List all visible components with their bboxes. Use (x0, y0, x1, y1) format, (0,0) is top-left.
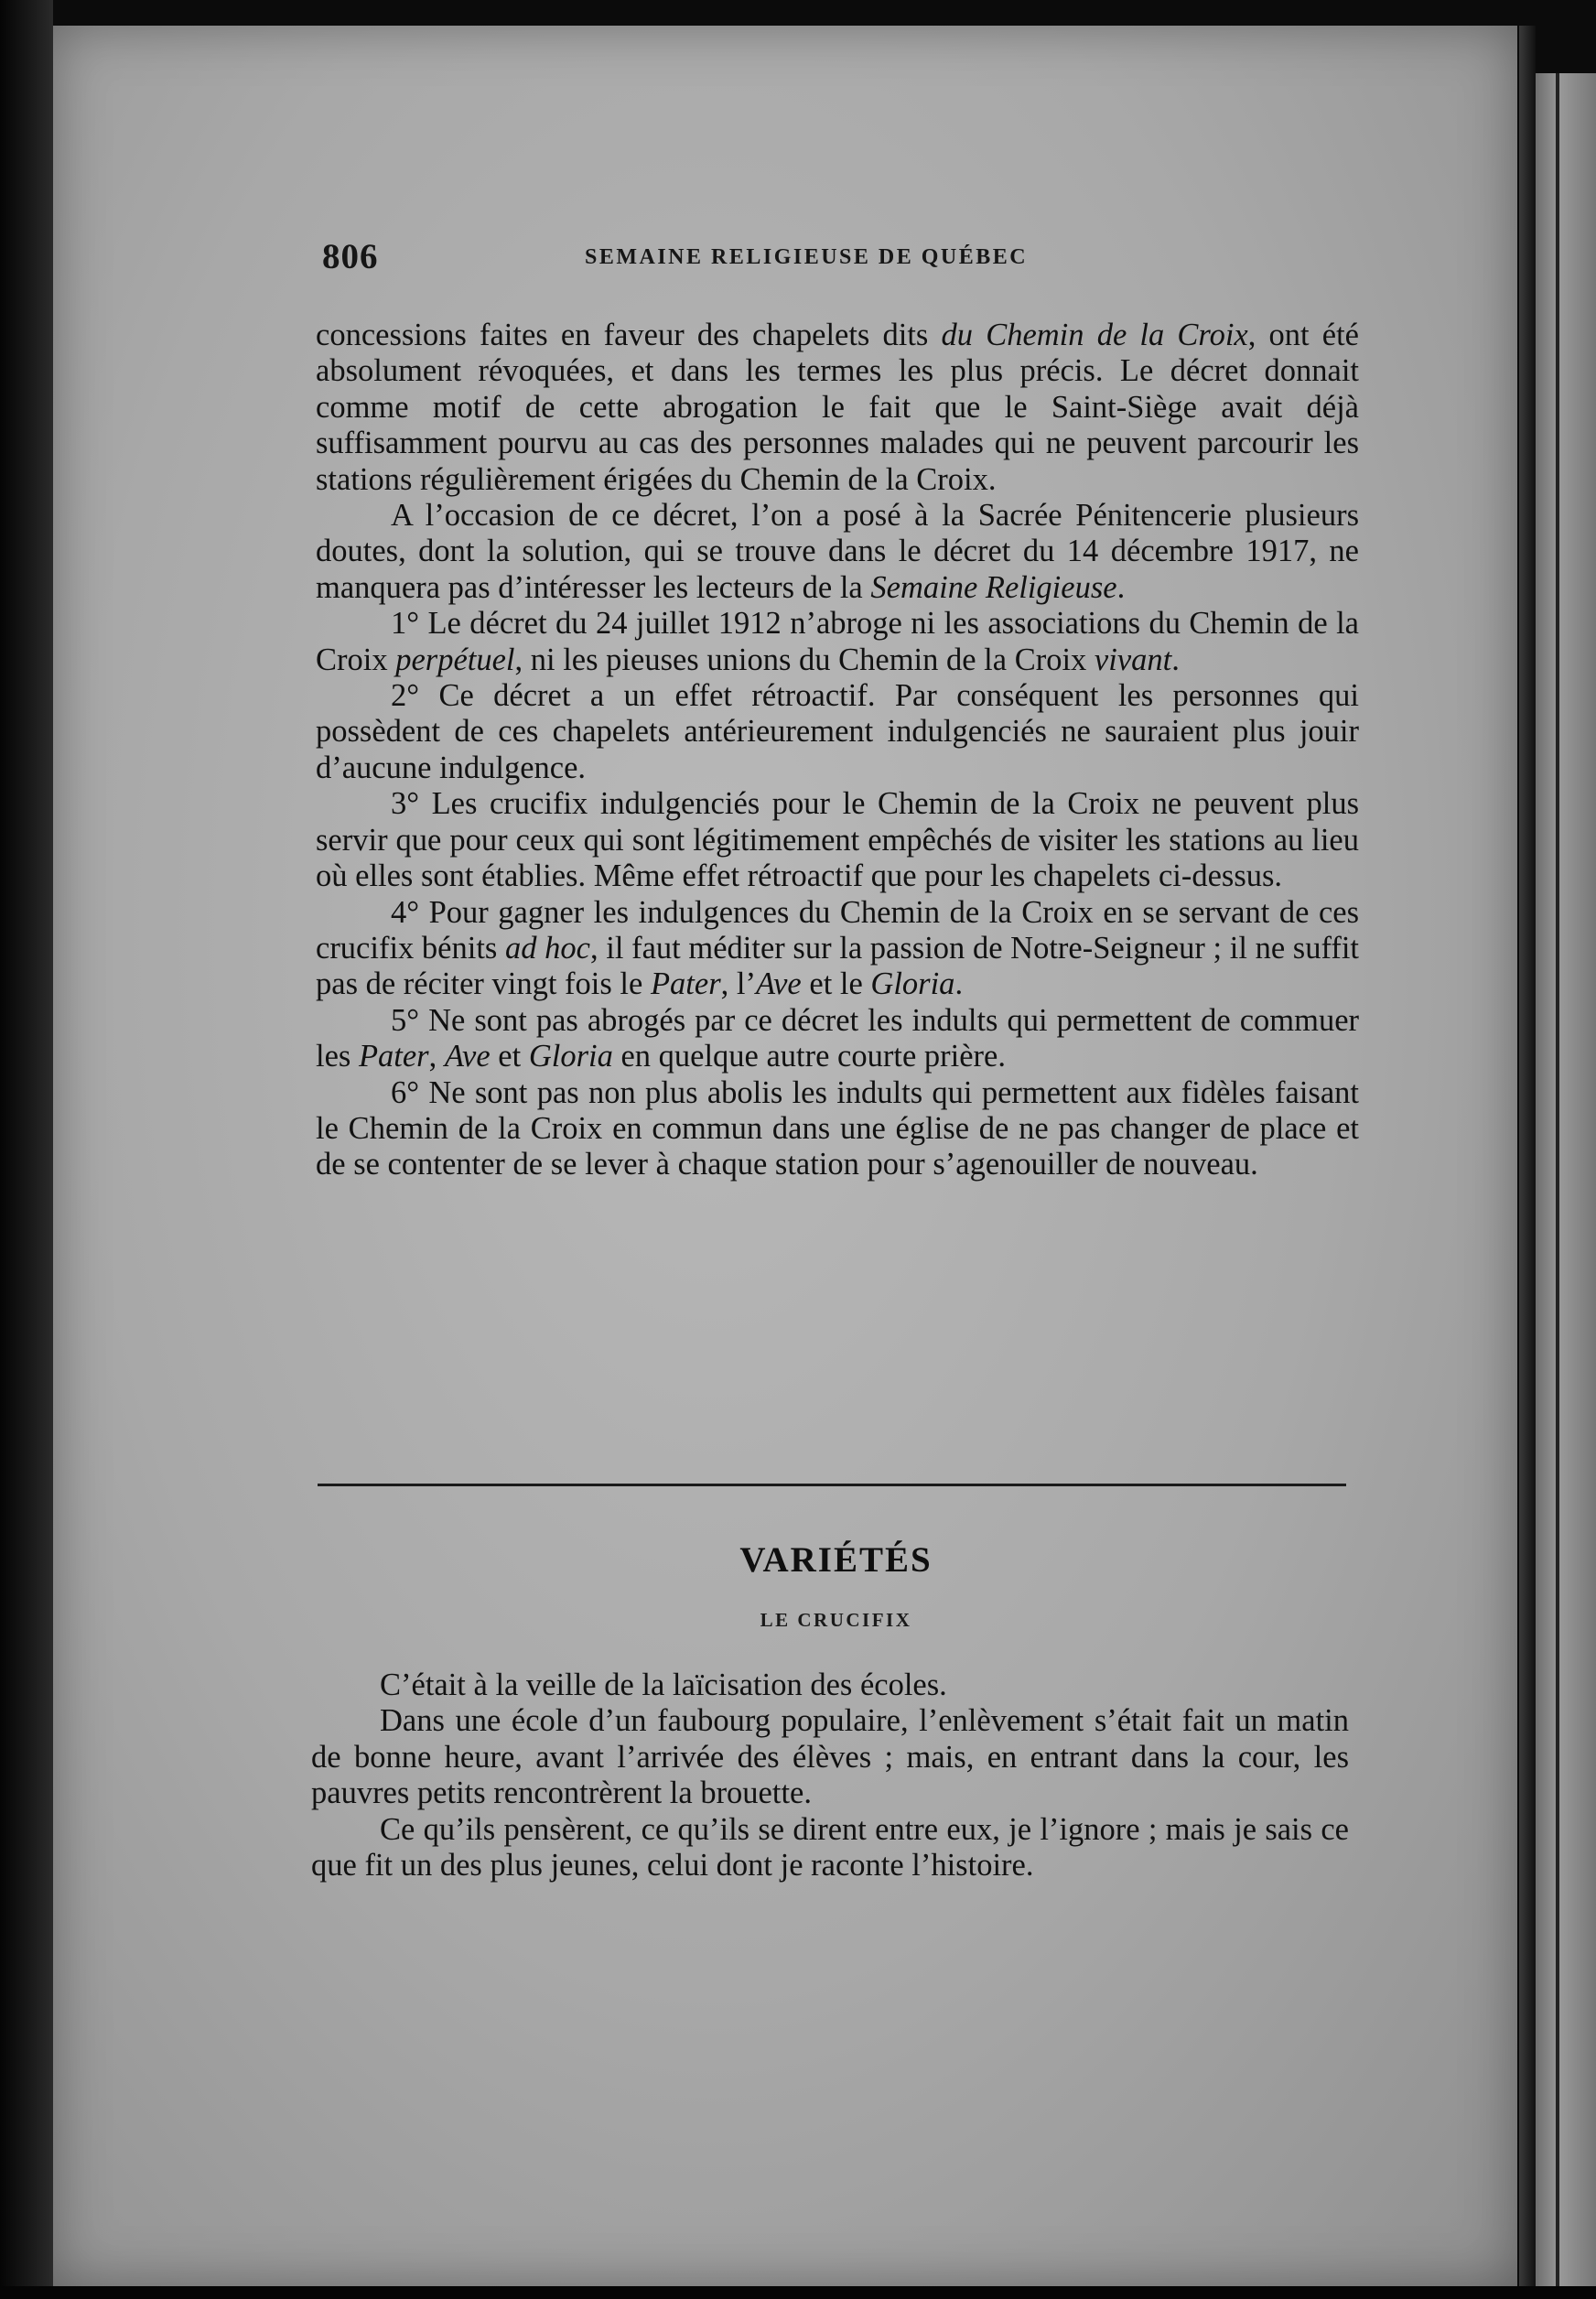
varietes-paragraph-3: Ce qu’ils pensèrent, ce qu’ils se dirent entre eux, je l’ignore ; mais je sais ce que fit un des plus jeunes, celui dont je raconte l’histoire. (311, 1811, 1349, 1883)
varietes-paragraph-1: C’était à la veille de la laïcisation des écoles. (380, 1668, 947, 1702)
paragraph-1: concessions faites en faveur des chapelets dits du Chemin de la Croix, ont été absolument révoquées, et dans les termes les plus précis. Le décret donnait comme motif de cette abrogation le fait que le Saint-Siège avait déjà suffisamment pourvu au cas des personnes malades qui ne peuvent parcourir les stations régulièrement érigées du Chemin de la Croix. (316, 318, 1359, 497)
article-body (316, 318, 1359, 1183)
paragraph-5: 3° Les crucifix indulgenciés pour le Chemin de la Croix ne peuvent plus servir que pour ceux qui sont légitimement empêchés de visiter les stations au lieu où elles sont établies. Même effet rétroactif que pour les chapelets ci-dessus. (316, 786, 1359, 894)
paragraph-2: A l’occasion de ce décret, l’on a posé à la Sacrée Pénitencerie plusieurs doutes, dont la solution, qui se trouve dans le décret du 14 décembre 1917, ne manquera pas d’intéresser les lecteurs de la Semaine Religieuse. (316, 498, 1359, 605)
adjacent-page-edge (1536, 73, 1596, 2299)
adjacent-page-border (1556, 73, 1559, 2299)
film-edge-left (0, 0, 53, 2299)
film-edge-bottom (0, 2286, 1596, 2299)
section-divider (318, 1484, 1346, 1486)
paragraph-3: 1° Le décret du 24 juillet 1912 n’abroge ni les associations du Chemin de la Croix perpétuel, ni les pieuses unions du Chemin de la Croix vivant. (316, 606, 1359, 677)
section-title: VARIÉTÉS (739, 1540, 933, 1580)
running-title: SEMAINE RELIGIEUSE DE QUÉBEC (585, 245, 1029, 269)
paragraph-4: 2° Ce décret a un effet rétroactif. Par conséquent les personnes qui possèdent de ces chapelets antérieurement indulgenciés ne sauraient plus jouir d’aucune indulgence. (316, 678, 1359, 785)
paragraph-7: 5° Ne sont pas abrogés par ce décret les indults qui permettent de commuer les Pater, Ave et Gloria en quelque autre courte prière. (316, 1002, 1359, 1074)
varietes-body (311, 1668, 1349, 1883)
paragraph-6: 4° Pour gagner les indulgences du Chemin de la Croix en se servant de ces crucifix bénits ad hoc, il faut méditer sur la passion de Notre-Seigneur ; il ne suffit pas de réciter vingt fois le Pater, l’Ave et le Gloria. (316, 894, 1359, 1002)
paragraph-8: 6° Ne sont pas non plus abolis les indults qui permettent aux fidèles faisant le Chemin de la Croix en commun dans une église de ne pas changer de place et de se contenter de se lever à chaque station pour s’agenouiller de nouveau. (316, 1074, 1359, 1182)
varietes-paragraph-2: Dans une école d’un faubourg populaire, l’enlèvement s’était fait un matin de bonne heure, avant l’arrivée des élèves ; mais, en entrant dans la cour, les pauvres petits rencontrèrent la brouette. (311, 1703, 1349, 1811)
subsection-title: LE CRUCIFIX (760, 1609, 912, 1631)
page-header (322, 236, 1237, 282)
page-gutter (1519, 26, 1536, 2286)
page-number: 806 (322, 237, 379, 276)
